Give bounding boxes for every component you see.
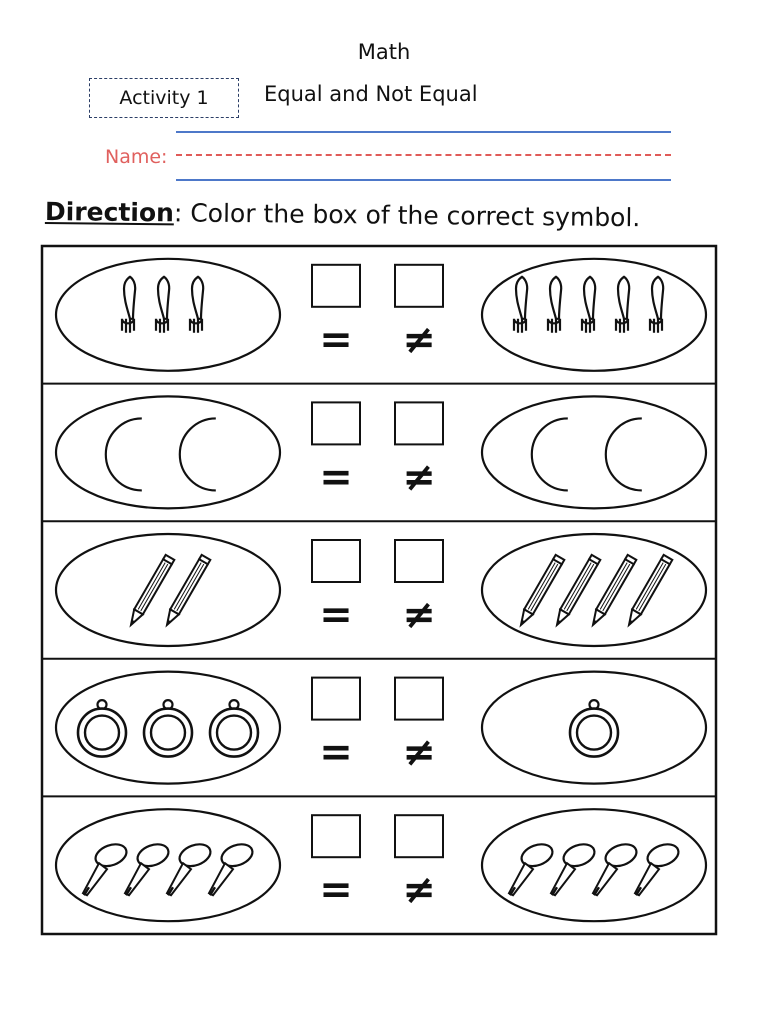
equal-symbol: = [319,592,353,638]
not-equal-answer-box[interactable] [395,265,443,307]
equal-answer-box[interactable] [312,402,360,444]
not-equal-symbol: ≠ [402,592,436,638]
equal-answer-box[interactable] [312,265,360,307]
not-equal-answer-box[interactable] [395,540,443,582]
not-equal-answer-box[interactable] [395,678,443,720]
direction-separator: : [173,198,183,228]
comparison-row-4 [42,659,716,784]
equal-answer-box[interactable] [312,540,360,582]
equal-answer-box[interactable] [312,815,360,857]
left-group-oval [56,534,280,646]
comparison-row-2 [42,384,716,509]
right-group-oval [482,809,706,921]
not-equal-symbol: ≠ [402,454,436,501]
left-group-oval [56,809,280,921]
not-equal-answer-box[interactable] [395,815,443,857]
direction-instruction: Color the box of the correct symbol. [182,198,641,233]
comparison-row-5 [42,796,716,921]
name-label: Name: [105,146,168,168]
activity-title: Equal and Not Equal [264,82,478,106]
activity-label: Activity 1 [119,87,209,109]
comparison-row-1 [56,259,706,371]
left-group-oval [56,396,280,508]
equal-answer-box[interactable] [312,678,360,720]
direction-label: Direction [44,197,175,228]
not-equal-symbol: ≠ [402,867,436,914]
not-equal-symbol: ≠ [402,729,436,776]
equal-symbol: = [319,316,353,363]
right-group-oval [482,396,706,508]
equal-symbol: = [319,867,353,914]
not-equal-answer-box[interactable] [395,402,443,444]
right-group-oval [482,534,706,646]
equal-symbol: = [319,454,353,501]
not-equal-symbol: ≠ [402,316,436,363]
equal-symbol: = [319,729,353,776]
subject-title: Math [357,40,411,64]
comparison-row-3 [42,521,716,646]
